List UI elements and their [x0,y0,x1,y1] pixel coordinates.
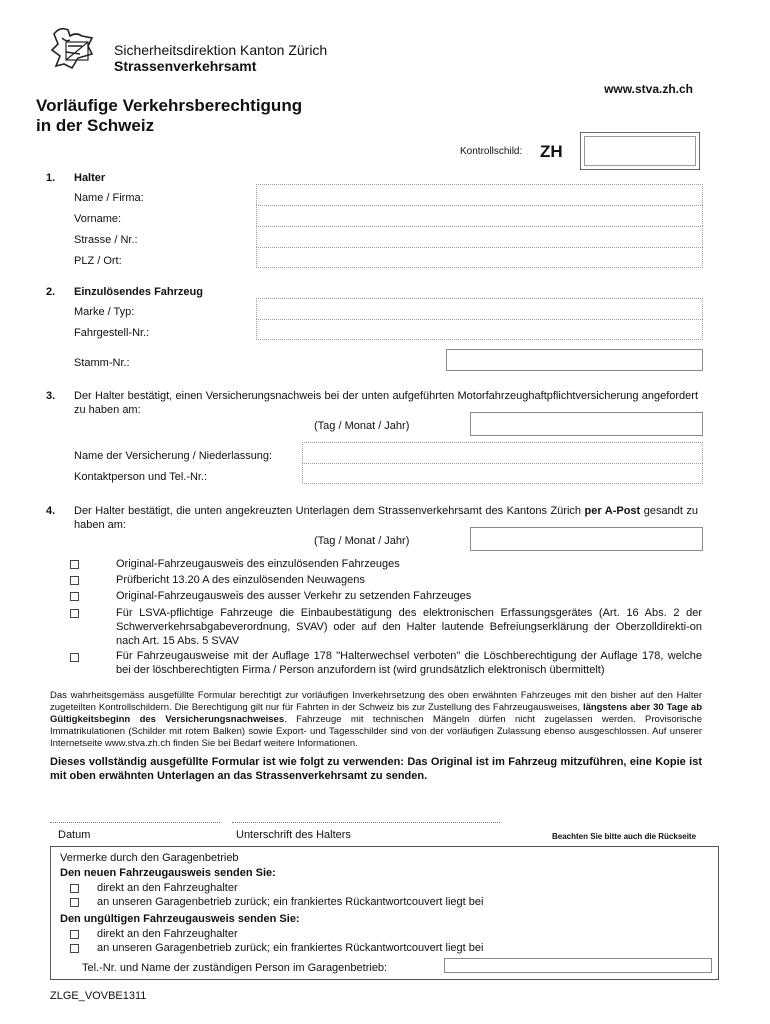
new-license-holder-checkbox[interactable] [70,884,79,893]
documents-date-hint: (Tag / Monat / Jahr) [314,535,410,547]
plate-number-field[interactable] [580,132,700,170]
option-2-label: Prüfbericht 13.20 A des einzulösenden Neuwagens [116,574,365,586]
old-license-holder-checkbox[interactable] [70,930,79,939]
form-title [36,96,302,136]
section-1-title: Halter [74,172,106,184]
chassis-number-label: Fahrgestell-Nr.: [74,327,150,339]
holder-name-field[interactable] [256,184,703,205]
old-license-garage-label: an unseren Garagenbetrieb zurück; ein frankiertes Rückantwortcouvert liegt bei [97,942,484,954]
holder-street-field[interactable] [256,226,703,247]
option-3-label: Original-Fahrzeugausweis des ausser Verkehr zu setzenden Fahrzeuges [116,590,472,602]
insurance-date-field[interactable] [470,412,703,436]
new-license-garage-label: an unseren Garagenbetrieb zurück; ein frankiertes Rückantwortcouvert liegt bei [97,896,484,908]
section-4-text-post: gesandt zu haben am: [74,505,699,531]
canton-logo [48,24,98,70]
garage-title: Vermerke durch den Garagenbetrieb [60,852,239,864]
holder-zip-city-label: PLZ / Ort: [74,255,122,267]
holder-zip-city-field[interactable] [256,247,703,268]
legal-notice-bold: längstens aber 30 Tage ab Gültigkeitsbeginn des Versicherungsnachweises [50,702,703,725]
plate-canton: ZH [540,142,563,161]
old-license-heading: Den ungültigen Fahrzeugausweis senden Sie: [60,913,300,925]
option-1-checkbox[interactable] [70,560,79,569]
holder-firstname-label: Vorname: [74,213,122,225]
old-license-holder-label: direkt an den Fahrzeughalter [97,928,238,940]
option-2-checkbox[interactable] [70,576,79,585]
vehicle-make-label: Marke / Typ: [74,306,135,318]
section-4-number: 4. [46,505,56,517]
documents-date-field[interactable] [470,527,703,551]
master-number-label: Stamm-Nr.: [74,357,130,369]
legal-notice-post: . Fahrzeuge mit technischen Mängeln dürfen nicht zugelassen werden. Provisorische Immatrikulationen (Schilder mit rotem Balken) sowie Export- und Tagesschilder sind von der vorläufigen Zulassung ebenso ausgeschlossen. Auf unserer Internetseite www.stva.zh.ch finden Sie bei Bedarf weitere Informationen. [50,714,702,749]
legal-notice [50,690,702,750]
date-label: Datum [58,829,91,841]
legal-notice-pre: Das wahrheitsgemäss ausgefüllte Formular berechtigt zur vorläufigen Inverkehrsetzung des oben erwähnten Fahrzeuges mit den bisher auf den Halter zugeteilten Kontrollschildern. Die Berechtigung gilt nur für Fahrten in der Schweiz bis zur Zustellung des Fahrzeugausweises, [50,690,702,713]
chassis-number-field[interactable] [256,319,703,340]
insurance-contact-label: Kontaktperson und Tel.-Nr.: [74,471,208,483]
insurance-name-field[interactable] [302,442,703,463]
section-2-number: 2. [46,286,56,298]
garage-contact-field[interactable] [444,958,712,973]
option-3-checkbox[interactable] [70,592,79,601]
date-signature-line[interactable] [50,822,220,823]
new-license-holder-label: direkt an den Fahrzeughalter [97,882,238,894]
old-license-garage-checkbox[interactable] [70,944,79,953]
website-url: www.stva.zh.ch [604,82,693,96]
plate-label: Kontrollschild: [460,146,523,157]
form-title-line-1: Vorläufige Verkehrsberechtigung [36,96,303,115]
section-4-text-pre: Der Halter bestätigt, die unten angekreuzten Unterlagen dem Strassenverkehrsamt des Kantons Zürich [74,505,585,517]
option-5-checkbox[interactable] [70,653,79,662]
section-4-text-bold: per A-Post [584,505,641,517]
section-3-number: 3. [46,390,56,402]
option-4-checkbox[interactable] [70,609,79,618]
new-license-heading: Den neuen Fahrzeugausweis senden Sie: [60,867,276,879]
section-3-text: Der Halter bestätigt, einen Versicherungsnachweis bei der unten aufgeführten Motorfahrzeughaftpflichtversicherung angefordert zu haben am: [74,390,698,416]
usage-instruction: Dieses vollständig ausgefüllte Formular ist wie folgt zu verwenden: Das Original ist im Fahrzeug mitzuführen, eine Kopie ist mit oben erwähnten Unterlagen an das Strassenverkehrsamt zu senden. [50,756,702,782]
office-name: Strassenverkehrsamt [114,58,257,74]
insurance-name-label: Name der Versicherung / Niederlassung: [74,450,273,462]
insurance-date-hint: (Tag / Monat / Jahr) [314,420,410,432]
authority-name: Sicherheitsdirektion Kanton Zürich [114,42,328,58]
holder-name-label: Name / Firma: [74,192,144,204]
option-4-label: Für LSVA-pflichtige Fahrzeuge die Einbaubestätigung des elektronischen Erfassungsgerätes (Art. 16 Abs. 2 der Schwerverkehrsabgabeverordnung, SVAV) oder auf den Halter lautende Befreiungserklärung der Oberzolldirekti-on nach Art. 15 Abs. 5 SVAV [116,607,702,647]
option-5-label: Für Fahrzeugausweise mit der Auflage 178 "Halterwechsel verboten" die Löschberechtigung der Auflage 178, welche bei der löschberechtigten Firma / Person anzufordern ist (wird grundsätzlich elektronisch übermittelt) [116,650,702,676]
section-2-title: Einzulösendes Fahrzeug [74,286,203,298]
option-1-label: Original-Fahrzeugausweis des einzulösenden Fahrzeuges [116,558,400,570]
signature-label: Unterschrift des Halters [236,829,351,841]
section-1-number: 1. [46,172,56,184]
holder-firstname-field[interactable] [256,205,703,226]
garage-contact-label: Tel.-Nr. und Name der zuständigen Person im Garagenbetrieb: [82,962,388,974]
new-license-garage-checkbox[interactable] [70,898,79,907]
holder-street-label: Strasse / Nr.: [74,234,138,246]
holder-signature-line[interactable] [232,822,500,823]
form-code: ZLGE_VOVBE1311 [50,990,147,1002]
insurance-contact-field[interactable] [302,463,703,484]
backside-note: Beachten Sie bitte auch die Rückseite [552,832,697,841]
master-number-field[interactable] [446,349,703,371]
vehicle-make-field[interactable] [256,298,703,319]
form-title-line-2: in der Schweiz [36,116,155,135]
